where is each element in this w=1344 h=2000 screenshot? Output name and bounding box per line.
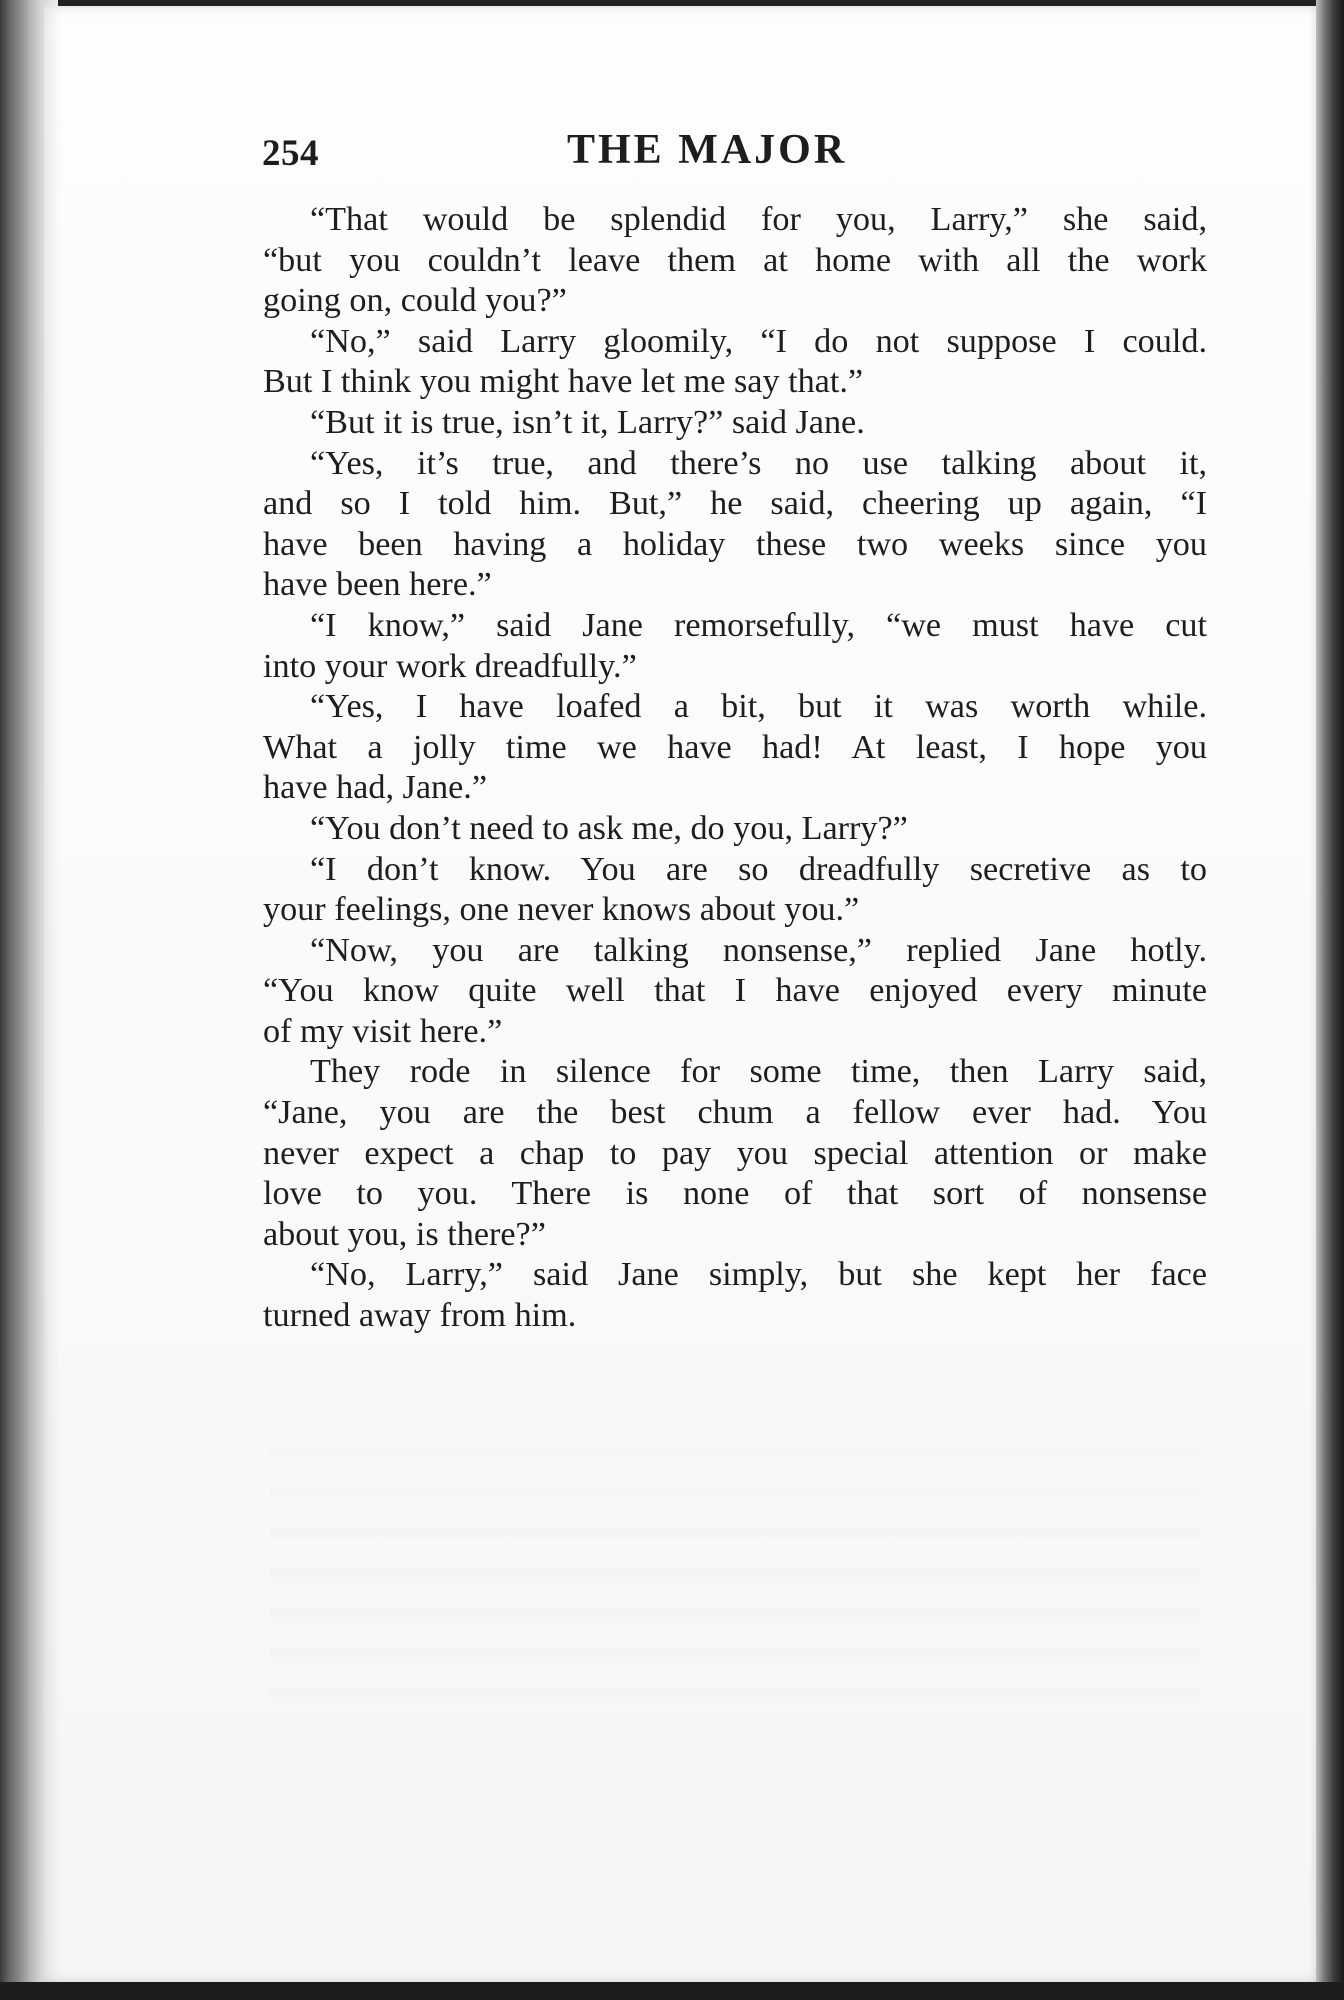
text-line: turned away from him. (263, 1297, 577, 1335)
text-line: “But it is true, isn’t it, Larry?” said Jane. (310, 403, 865, 441)
text-line: “I know,” said Jane remorsefully, “we must have cut (310, 606, 1207, 644)
text-line: “No, Larry,” said Jane simply, but she kept her face (310, 1256, 1207, 1294)
text-line: “You don’t need to ask me, do you, Larry?” (310, 809, 908, 847)
text-line: going on, could you?” (263, 282, 567, 320)
page-header (262, 126, 1208, 186)
text-line: “Yes, it’s true, and there’s no use talking about it, (310, 444, 1207, 482)
show-through-text (270, 1420, 1200, 1700)
text-line: “Now, you are talking nonsense,” replied Jane hotly. (310, 931, 1207, 969)
text-line: “No,” said Larry gloomily, “I do not suppose I could. (310, 322, 1207, 360)
text-line: never expect a chap to pay you special attention or make (263, 1134, 1207, 1172)
text-line: “but you couldn’t leave them at home with all the work (263, 241, 1207, 279)
text-line: “Yes, I have loafed a bit, but it was worth while. (310, 688, 1207, 726)
text-line: They rode in silence for some time, then Larry said, (310, 1053, 1207, 1091)
text-line: “That would be splendid for you, Larry,” she said, (310, 201, 1207, 238)
text-line: “You know quite well that I have enjoyed every minute (263, 972, 1207, 1010)
page-number: 254 (262, 133, 319, 174)
text-line: have had, Jane.” (263, 769, 488, 807)
text-line: “Jane, you are the best chum a fellow ever had. You (263, 1094, 1207, 1132)
body-text (263, 200, 1207, 1337)
text-line: But I think you might have let me say that.” (263, 363, 864, 401)
page-stack-edge (1316, 0, 1344, 2000)
text-line: What a jolly time we have had! At least, I hope you (263, 728, 1207, 766)
running-title: THE MAJOR (567, 127, 848, 173)
text-line: of my visit here.” (263, 1012, 503, 1050)
text-line: about you, is there?” (263, 1215, 546, 1253)
text-line: “I don’t know. You are so dreadfully secretive as to (310, 850, 1207, 888)
text-line: your feelings, one never knows about you.” (263, 891, 860, 929)
text-line: into your work dreadfully.” (263, 647, 637, 685)
scan-bottom-border (0, 1982, 1344, 2000)
text-line: have been here.” (263, 566, 492, 604)
text-line: love to you. There is none of that sort of nonsense (263, 1175, 1207, 1213)
text-line: have been having a holiday these two weeks since you (263, 525, 1207, 563)
text-line: and so I told him. But,” he said, cheering up again, “I (263, 485, 1207, 523)
